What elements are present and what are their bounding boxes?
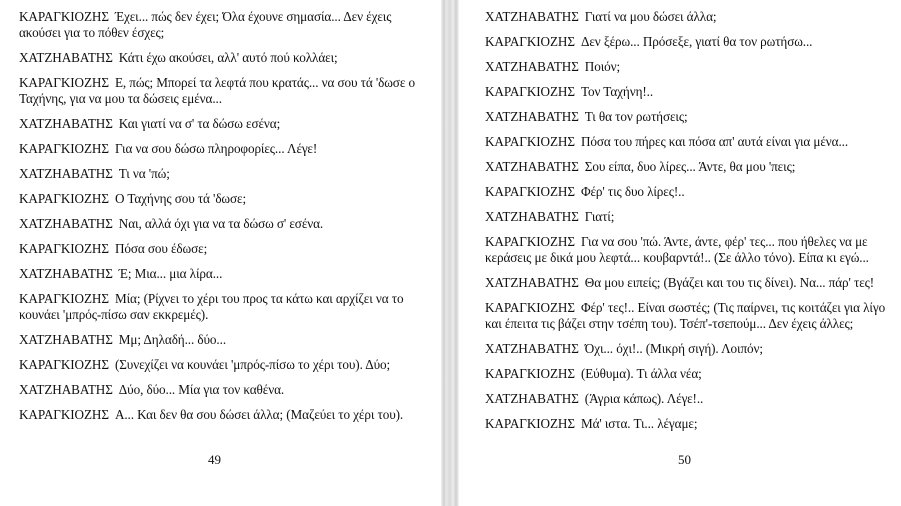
- dialogue-text: Μία; (Ρίχνει το χέρι του προς τα κάτω και αρχίζει να το κουνάει 'μπρός-πίσω σαν εκκρεμές).: [19, 291, 404, 322]
- dialogue-text: Φέρ' τες!.. Είναι σωστές; (Τις παίρνει, τις κοιτάζει για λίγο και έπειτα τις βάζει στην τσέπη του). Τσέπ'-τσεπούμ... Δεν έχεις άλλες;: [485, 300, 886, 331]
- speaker-name: ΧΑΤΖΗΑΒΑΤΗΣ: [485, 391, 579, 406]
- speaker-name: ΧΑΤΖΗΑΒΑΤΗΣ: [485, 109, 579, 124]
- dialogue-text: Μμ; Δηλαδή... δύο...: [118, 332, 227, 347]
- speaker-name: ΚΑΡΑΓΚΙΟΖΗΣ: [485, 134, 575, 149]
- dialogue-text: Πόσα του πήρες και πόσα απ' αυτά είναι για μένα...: [580, 134, 849, 149]
- dialogue-text: Δύο, δύο... Μία για τον καθένα.: [118, 382, 285, 397]
- right-page-text: [485, 9, 897, 441]
- dialogue-line: [19, 266, 431, 282]
- dialogue-text: (Συνεχίζει να κουνάει 'μπρός-πίσω το χέρι του). Δύο;: [114, 357, 391, 372]
- dialogue-text: Κάτι έχω ακούσει, αλλ' αυτό πού κολλάει;: [118, 50, 338, 65]
- dialogue-text: Γιατί;: [584, 209, 615, 224]
- dialogue-text: (Εύθυμα). Τι άλλα νέα;: [580, 366, 702, 381]
- dialogue-line: [485, 275, 897, 291]
- dialogue-line: [19, 191, 431, 207]
- dialogue-text: Ναι, αλλά όχι για να τα δώσω σ' εσένα.: [118, 216, 324, 231]
- speaker-name: ΧΑΤΖΗΑΒΑΤΗΣ: [485, 9, 579, 24]
- dialogue-text: Δεν ξέρω... Πρόσεξε, γιατί θα τον ρωτήσω...: [580, 34, 813, 49]
- left-page: [0, 0, 441, 506]
- dialogue-line: [19, 9, 431, 41]
- dialogue-text: Έχει... πώς δεν έχει; Όλα έχουνε σημασία... Δεν έχεις ακούσει για το πόθεν έσχες;: [19, 9, 392, 40]
- speaker-name: ΚΑΡΑΓΚΙΟΖΗΣ: [19, 141, 109, 156]
- speaker-name: ΚΑΡΑΓΚΙΟΖΗΣ: [19, 357, 109, 372]
- dialogue-line: [485, 109, 897, 125]
- dialogue-line: [485, 300, 897, 332]
- speaker-name: ΧΑΤΖΗΑΒΑΤΗΣ: [19, 266, 113, 281]
- dialogue-line: [19, 116, 431, 132]
- dialogue-text: Ο Ταχήνης σου τά 'δωσε;: [114, 191, 247, 206]
- dialogue-line: [485, 234, 897, 266]
- dialogue-text: Έ; Μια... μια λίρα...: [118, 266, 223, 281]
- dialogue-line: [19, 241, 431, 257]
- dialogue-text: Για να σου 'πώ. Άντε, άντε, φέρ' τες... που ήθελες να με κεράσεις με δικά μου λεφτά... κουβαρντά!.. (Σε άλλο τόνο). Είπα κι εγώ...: [485, 234, 869, 265]
- page-number: 50: [678, 452, 691, 467]
- dialogue-text: Θα μου ειπείς; (Βγάζει και του τις δίνει). Να... πάρ' τες!: [584, 275, 875, 290]
- dialogue-line: [19, 216, 431, 232]
- speaker-name: ΚΑΡΑΓΚΙΟΖΗΣ: [19, 407, 109, 422]
- speaker-name: ΚΑΡΑΓΚΙΟΖΗΣ: [19, 241, 109, 256]
- page-gutter: [441, 0, 459, 506]
- dialogue-text: Ποιόν;: [584, 59, 621, 74]
- dialogue-text: Πόσα σου έδωσε;: [114, 241, 208, 256]
- dialogue-text: Τι να 'πώ;: [118, 166, 170, 181]
- speaker-name: ΧΑΤΖΗΑΒΑΤΗΣ: [19, 166, 113, 181]
- speaker-name: ΚΑΡΑΓΚΙΟΖΗΣ: [485, 34, 575, 49]
- page-number: 49: [208, 452, 221, 467]
- speaker-name: ΚΑΡΑΓΚΙΟΖΗΣ: [19, 191, 109, 206]
- speaker-name: ΧΑΤΖΗΑΒΑΤΗΣ: [19, 382, 113, 397]
- dialogue-line: [485, 341, 897, 357]
- dialogue-text: Ε, πώς; Μπορεί τα λεφτά που κρατάς... να σου τά 'δωσε ο Ταχήνης, για να μου τα δώσεις εμένα...: [19, 75, 415, 106]
- dialogue-line: [485, 209, 897, 225]
- dialogue-line: [19, 141, 431, 157]
- dialogue-line: [485, 34, 897, 50]
- speaker-name: ΧΑΤΖΗΑΒΑΤΗΣ: [485, 209, 579, 224]
- dialogue-line: [485, 184, 897, 200]
- dialogue-line: [485, 9, 897, 25]
- dialogue-line: [485, 134, 897, 150]
- dialogue-text: Σου είπα, δυο λίρες... Άντε, θα μου 'πεις;: [584, 159, 796, 174]
- dialogue-line: [485, 84, 897, 100]
- speaker-name: ΚΑΡΑΓΚΙΟΖΗΣ: [19, 75, 109, 90]
- speaker-name: ΧΑΤΖΗΑΒΑΤΗΣ: [485, 159, 579, 174]
- dialogue-line: [485, 416, 897, 432]
- dialogue-text: Τι θα τον ρωτήσεις;: [584, 109, 688, 124]
- speaker-name: ΚΑΡΑΓΚΙΟΖΗΣ: [485, 416, 575, 431]
- left-page-text: [19, 9, 431, 432]
- speaker-name: ΚΑΡΑΓΚΙΟΖΗΣ: [485, 366, 575, 381]
- dialogue-line: [19, 50, 431, 66]
- dialogue-text: (Άγρια κάπως). Λέγε!..: [584, 391, 704, 406]
- speaker-name: ΚΑΡΑΓΚΙΟΖΗΣ: [485, 184, 575, 199]
- dialogue-text: Μά' ιστα. Τι... λέγαμε;: [580, 416, 698, 431]
- dialogue-line: [19, 332, 431, 348]
- dialogue-line: [485, 366, 897, 382]
- speaker-name: ΧΑΤΖΗΑΒΑΤΗΣ: [485, 59, 579, 74]
- speaker-name: ΧΑΤΖΗΑΒΑΤΗΣ: [485, 341, 579, 356]
- dialogue-text: Α... Και δεν θα σου δώσει άλλα; (Μαζεύει το χέρι του).: [114, 407, 404, 422]
- dialogue-text: Γιατί να μου δώσει άλλα;: [584, 9, 717, 24]
- speaker-name: ΧΑΤΖΗΑΒΑΤΗΣ: [19, 216, 113, 231]
- dialogue-line: [19, 382, 431, 398]
- dialogue-text: Τον Ταχήνη!..: [580, 84, 654, 99]
- dialogue-text: Και γιατί να σ' τα δώσω εσένα;: [118, 116, 281, 131]
- speaker-name: ΚΑΡΑΓΚΙΟΖΗΣ: [19, 9, 109, 24]
- dialogue-line: [485, 391, 897, 407]
- speaker-name: ΚΑΡΑΓΚΙΟΖΗΣ: [19, 291, 109, 306]
- speaker-name: ΧΑΤΖΗΑΒΑΤΗΣ: [19, 50, 113, 65]
- dialogue-line: [19, 407, 431, 423]
- dialogue-line: [485, 159, 897, 175]
- speaker-name: ΧΑΤΖΗΑΒΑΤΗΣ: [19, 116, 113, 131]
- dialogue-line: [19, 357, 431, 373]
- dialogue-text: Για να σου δώσω πληροφορίες... Λέγε!: [114, 141, 318, 156]
- dialogue-line: [485, 59, 897, 75]
- right-page: [459, 0, 901, 506]
- speaker-name: ΚΑΡΑΓΚΙΟΖΗΣ: [485, 300, 575, 315]
- dialogue-text: Φέρ' τις δυο λίρες!..: [580, 184, 685, 199]
- dialogue-text: Όχι... όχι!.. (Μικρή σιγή). Λοιπόν;: [584, 341, 763, 356]
- dialogue-line: [19, 75, 431, 107]
- dialogue-line: [19, 166, 431, 182]
- speaker-name: ΚΑΡΑΓΚΙΟΖΗΣ: [485, 234, 575, 249]
- speaker-name: ΧΑΤΖΗΑΒΑΤΗΣ: [19, 332, 113, 347]
- speaker-name: ΧΑΤΖΗΑΒΑΤΗΣ: [485, 275, 579, 290]
- dialogue-line: [19, 291, 431, 323]
- speaker-name: ΚΑΡΑΓΚΙΟΖΗΣ: [485, 84, 575, 99]
